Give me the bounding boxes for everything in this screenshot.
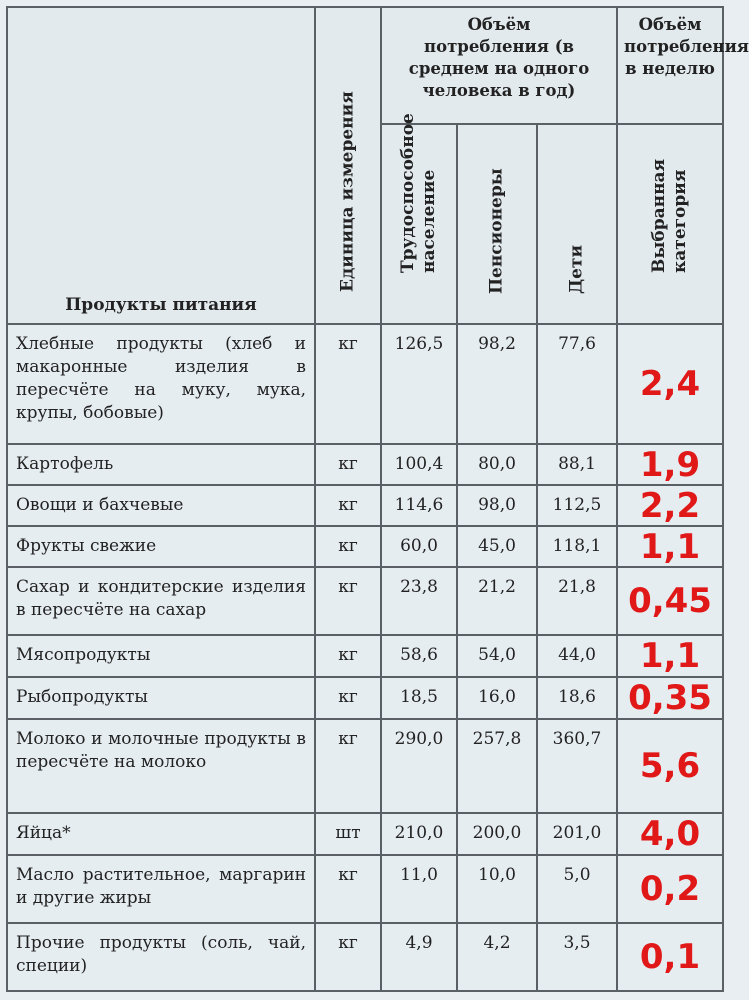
children-value: 3,5 xyxy=(537,923,617,991)
unit-cell: кг xyxy=(315,635,381,677)
week-value: 4,0 xyxy=(617,813,723,855)
table-row xyxy=(7,855,723,923)
header-selected xyxy=(617,124,723,324)
header-working xyxy=(381,113,457,324)
working-value: 210,0 xyxy=(381,813,457,855)
week-value: 2,4 xyxy=(617,324,723,444)
unit-cell: кг xyxy=(315,485,381,526)
product-cell: Картофель xyxy=(7,444,315,485)
working-value: 23,8 xyxy=(381,567,457,635)
working-value: 4,9 xyxy=(381,923,457,991)
pensioners-value: 10,0 xyxy=(457,855,537,923)
children-value: 112,5 xyxy=(537,485,617,526)
unit-cell: кг xyxy=(315,567,381,635)
header-pensioners xyxy=(457,124,537,324)
table-row xyxy=(7,567,723,635)
pensioners-value: 257,8 xyxy=(457,719,537,813)
header-working-label: Трудоспособное население xyxy=(398,113,439,273)
product-cell: Фрукты свежие xyxy=(7,526,315,567)
pensioners-value: 4,2 xyxy=(457,923,537,991)
working-value: 11,0 xyxy=(381,855,457,923)
product-cell: Мясопродукты xyxy=(7,635,315,677)
children-value: 118,1 xyxy=(537,526,617,567)
pensioners-value: 16,0 xyxy=(457,677,537,719)
header-selected-label: Выбранная категория xyxy=(649,158,691,273)
unit-cell: кг xyxy=(315,444,381,485)
week-value: 1,1 xyxy=(617,526,723,567)
product-cell: Овощи и бахчевые xyxy=(7,485,315,526)
food-consumption-table xyxy=(6,6,749,992)
children-value: 360,7 xyxy=(537,719,617,813)
week-value: 1,1 xyxy=(617,635,723,677)
week-value: 2,2 xyxy=(617,485,723,526)
pensioners-value: 98,2 xyxy=(457,324,537,444)
pensioners-value: 54,0 xyxy=(457,635,537,677)
table-row xyxy=(7,485,723,526)
week-value: 1,9 xyxy=(617,444,723,485)
table-row xyxy=(7,719,723,813)
week-value: 0,1 xyxy=(617,923,723,991)
table-row xyxy=(7,444,723,485)
header-unit-label: Единица измерения xyxy=(337,91,358,292)
working-value: 18,5 xyxy=(381,677,457,719)
table-row xyxy=(7,677,723,719)
unit-cell: кг xyxy=(315,855,381,923)
pensioners-value: 45,0 xyxy=(457,526,537,567)
header-consumption-week: Объём потребления в неделю xyxy=(617,7,723,124)
product-cell: Сахар и кондитерские изделия в пересчёте на сахар xyxy=(7,567,315,635)
working-value: 58,6 xyxy=(381,635,457,677)
week-value: 0,2 xyxy=(617,855,723,923)
header-products: Продукты питания xyxy=(7,7,315,324)
header-pensioners-label: Пенсионеры xyxy=(486,168,507,294)
working-value: 290,0 xyxy=(381,719,457,813)
header-consumption-year: Объём потребления (в среднем на одного человека в год) xyxy=(381,7,617,124)
children-value: 5,0 xyxy=(537,855,617,923)
pensioners-value: 200,0 xyxy=(457,813,537,855)
pensioners-value: 98,0 xyxy=(457,485,537,526)
children-value: 44,0 xyxy=(537,635,617,677)
unit-cell: кг xyxy=(315,677,381,719)
product-cell: Масло растительное, маргарин и другие жиры xyxy=(7,855,315,923)
pensioners-value: 21,2 xyxy=(457,567,537,635)
table-row xyxy=(7,526,723,567)
table-row xyxy=(7,635,723,677)
unit-cell: кг xyxy=(315,526,381,567)
working-value: 114,6 xyxy=(381,485,457,526)
working-value: 126,5 xyxy=(381,324,457,444)
header-children xyxy=(537,124,617,324)
working-value: 100,4 xyxy=(381,444,457,485)
product-cell: Молоко и молочные продукты в пересчёте на молоко xyxy=(7,719,315,813)
pensioners-value: 80,0 xyxy=(457,444,537,485)
product-cell: Яйца* xyxy=(7,813,315,855)
product-cell: Прочие продукты (соль, чай, специи) xyxy=(7,923,315,991)
children-value: 18,6 xyxy=(537,677,617,719)
header-unit xyxy=(315,7,381,324)
product-cell: Хлебные продукты (хлеб и макаронные изделия в пересчёте на муку, мука, крупы, бобовые) xyxy=(7,324,315,444)
table-row xyxy=(7,324,723,444)
table-row xyxy=(7,923,723,991)
unit-cell: кг xyxy=(315,324,381,444)
week-value: 5,6 xyxy=(617,719,723,813)
unit-cell: кг xyxy=(315,923,381,991)
week-value: 0,35 xyxy=(617,677,723,719)
table-row xyxy=(7,813,723,855)
unit-cell: шт xyxy=(315,813,381,855)
children-value: 201,0 xyxy=(537,813,617,855)
product-cell: Рыбопродукты xyxy=(7,677,315,719)
working-value: 60,0 xyxy=(381,526,457,567)
children-value: 88,1 xyxy=(537,444,617,485)
children-value: 21,8 xyxy=(537,567,617,635)
header-children-label: Дети xyxy=(566,244,587,294)
children-value: 77,6 xyxy=(537,324,617,444)
week-value: 0,45 xyxy=(617,567,723,635)
unit-cell: кг xyxy=(315,719,381,813)
